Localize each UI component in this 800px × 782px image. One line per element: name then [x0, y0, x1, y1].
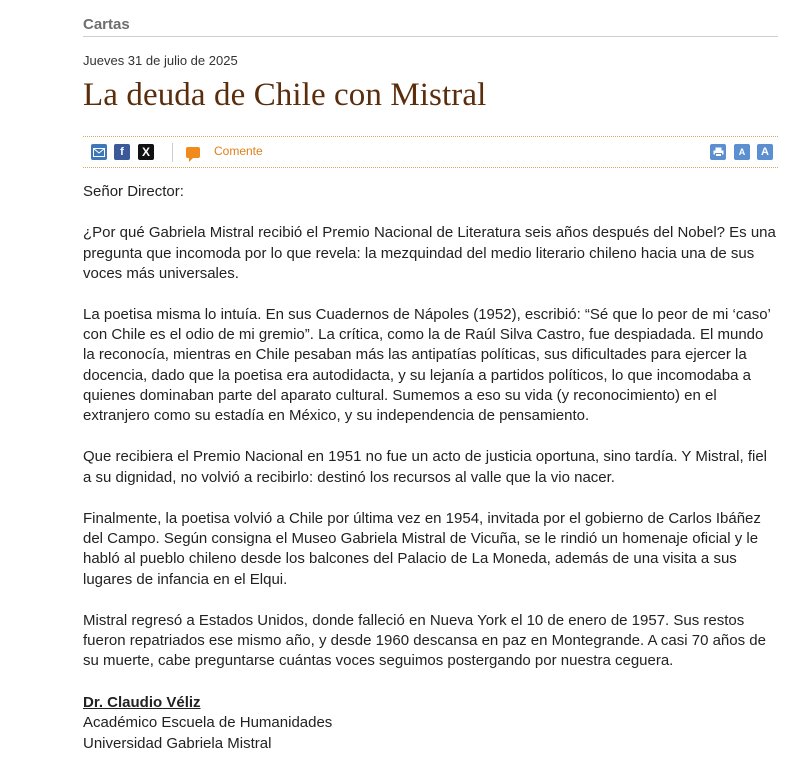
font-larger-icon[interactable]: A: [757, 144, 773, 160]
signature-affiliation: Académico Escuela de Humanidades: [83, 714, 333, 732]
toolbar-divider: [172, 143, 173, 162]
font-smaller-icon[interactable]: A: [734, 144, 750, 160]
signature-name: Dr. Claudio Véliz: [83, 693, 201, 711]
mail-icon[interactable]: [91, 144, 107, 160]
x-icon[interactable]: X: [138, 144, 154, 160]
section-label[interactable]: Cartas: [83, 16, 778, 37]
salutation: Señor Director:: [83, 183, 184, 201]
page-title: La deuda de Chile con Mistral: [83, 77, 487, 113]
print-icon[interactable]: [710, 144, 726, 160]
signature-institution: Universidad Gabriela Mistral: [83, 734, 272, 752]
paragraph-5: Mistral regresó a Estados Unidos, donde falleció en Nueva York el 10 de enero de 1957. Sus restos fueron repatriados ese mismo año, y desde 1960 descansa en paz en Montegrande. A casi 70 años de su muerte, cabe preguntarse cuántas voces seguimos postergando por nuestra ceguera.: [83, 611, 766, 670]
paragraph-3: Que recibiera el Premio Nacional en 1951 no fue un acto de justicia oportuna, sino tardía. Y Mistral, fiel a su dignidad, no volvió a recibirlo: destinó los recursos al valle que la vio nacer.: [83, 448, 768, 486]
signature: [83, 693, 778, 755]
paragraph-1: ¿Por qué Gabriela Mistral recibió el Premio Nacional de Literatura seis años después del Nobel? Es una pregunta que incomoda por lo que revela: la mezquindad del medio literario chileno hacia una de sus voces más universales.: [83, 224, 776, 282]
publish-date: Jueves 31 de julio de 2025: [83, 53, 238, 68]
article: [83, 0, 778, 754]
letter-body: [83, 182, 778, 754]
share-toolbar: [83, 136, 778, 168]
comment-link[interactable]: Comente: [214, 144, 263, 159]
paragraph-4: Finalmente, la poetisa volvió a Chile por última vez en 1954, invitada por el gobierno de Carlos Ibáñez del Campo. Según consigna el Museo Gabriela Mistral de Vicuña, se le rindió un homenaje oficial y le habló al pueblo chileno desde los balcones del Palacio de La Moneda, además de una visita a sus lugares de infancia en el Elqui.: [83, 509, 761, 588]
paragraph-2: La poetisa misma lo intuía. En sus Cuadernos de Nápoles (1952), escribió: “Sé que lo peor de mi ‘caso’ con Chile es el odio de mi gremio”. La crítica, como la de Raúl Silva Castro, fue despiadada. El mundo la reconocía, mientras en Chile pesaban más las antipatías políticas, sus dificultades para ejercer la docencia, dado que la poetisa era autodidacta, y su lejanía a partidos políticos, lo que incomodaba a quienes dominaban parte del aparato cultural. Sumemos a eso su vida (y reconocimiento) en el extranjero como su estadía en México, y su independencia de pensamiento.: [83, 305, 771, 425]
comment-icon[interactable]: [186, 147, 200, 158]
facebook-icon[interactable]: f: [114, 144, 130, 160]
